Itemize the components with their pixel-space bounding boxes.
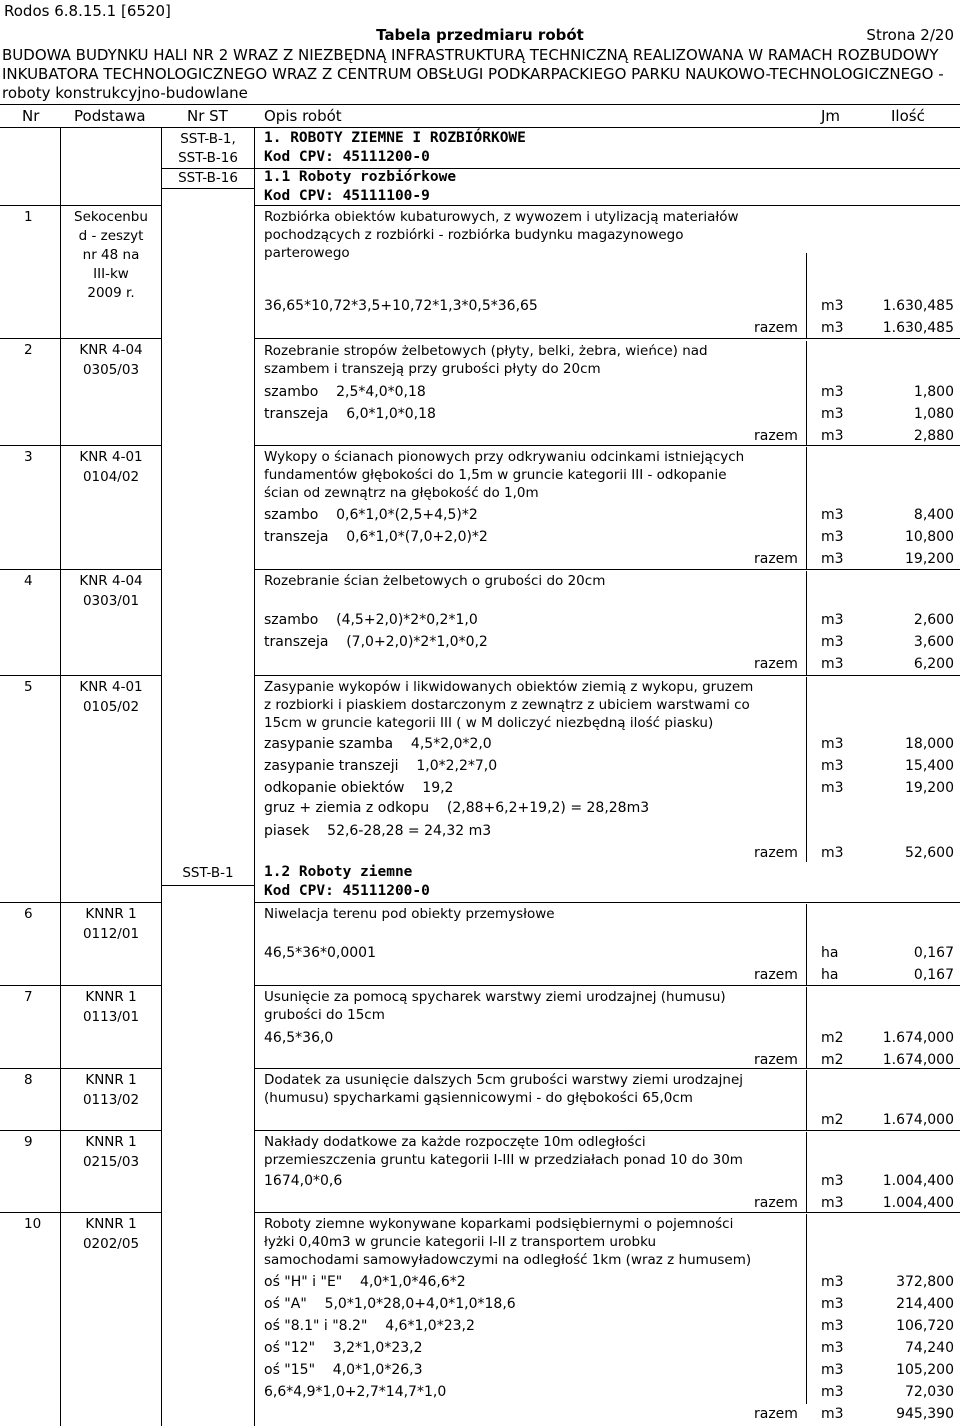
item-podstawa: 0104/02 (82, 469, 140, 485)
col-sep-podstawa (161, 128, 162, 1426)
item-description: łyżki 0,40m3 w gruncie kategorii I-II z transportem urobku (264, 1234, 657, 1250)
col-nr-st: Nr ST (187, 107, 228, 125)
measure-label: szambo (4,5+2,0)*2*0,2*1,0 (264, 612, 478, 628)
measure-value: 10,800 (905, 529, 954, 545)
item-podstawa: 0113/02 (82, 1092, 140, 1108)
item-description: pochodzących z rozbiórki - rozbiórka budynku magazynowego (264, 227, 684, 243)
item-podstawa: d - zeszyt (78, 228, 144, 244)
item-nr: 8 (24, 1072, 33, 1088)
item-description: przemieszczenia gruntu kategorii I-III w przedziałach ponad 10 do 30m (264, 1152, 743, 1168)
item-rule (0, 338, 161, 339)
measure-label: piasek 52,6-28,28 = 24,32 m3 (264, 823, 492, 839)
item-podstawa: 0202/05 (82, 1236, 140, 1252)
col-opis: Opis robót (264, 107, 342, 125)
sub2-title: 1.2 Roboty ziemne (264, 864, 413, 880)
item-podstawa: 0112/01 (82, 926, 140, 942)
item-rule-desc (254, 338, 960, 339)
measure-jm: m2 (821, 1030, 844, 1046)
measure-label: zasypanie szamba 4,5*2,0*2,0 (264, 736, 492, 752)
razem-value: 1.004,400 (882, 1195, 954, 1211)
item-nr: 2 (24, 342, 33, 358)
measure-label: 1674,0*0,6 (264, 1173, 343, 1189)
measure-label: transzeja 6,0*1,0*0,18 (264, 406, 436, 422)
sub1-title: 1.1 Roboty rozbiórkowe (264, 169, 457, 185)
unit-col-sep (806, 677, 807, 862)
razem-value: 6,200 (913, 656, 954, 672)
item-description: Nakłady dodatkowe za każde rozpoczęte 10m odległości (264, 1134, 646, 1150)
item-podstawa: KNR 4-04 (79, 342, 143, 358)
measure-jm: m3 (821, 736, 844, 752)
razem-value: 0,167 (913, 967, 954, 983)
section-cpv: Kod CPV: 45111200-0 (264, 149, 430, 165)
item-nr: 5 (24, 679, 33, 695)
item-rule-desc (254, 1068, 960, 1069)
item-rule-desc (254, 675, 960, 676)
item-podstawa: nr 48 na (82, 247, 140, 263)
measure-value: 15,400 (905, 758, 954, 774)
item-podstawa: 0113/01 (82, 1009, 140, 1025)
sub2-cpv: Kod CPV: 45111200-0 (264, 883, 430, 899)
measure-value: 1.674,000 (882, 1112, 954, 1128)
measure-value: 1.674,000 (882, 1030, 954, 1046)
razem-value: 19,200 (905, 551, 954, 567)
measure-jm: m3 (821, 1274, 844, 1290)
measure-jm: m3 (821, 1296, 844, 1312)
sub1-st: SST-B-16 (178, 170, 238, 186)
razem-jm: m3 (821, 845, 844, 861)
measure-jm: m3 (821, 1362, 844, 1378)
item-podstawa: KNNR 1 (85, 1134, 137, 1150)
item-podstawa: 0303/01 (82, 593, 140, 609)
item-rule (0, 1130, 161, 1131)
item-description: grubości do 15cm (264, 1007, 385, 1023)
item-podstawa: KNNR 1 (85, 1072, 137, 1088)
item-description: samochodami samowyładowczymi na odległość 1km (wraz z humusem) (264, 1252, 752, 1268)
razem-label: razem (754, 967, 798, 983)
razem-jm: m3 (821, 656, 844, 672)
measure-jm: m3 (821, 1173, 844, 1189)
measure-label: transzeja (7,0+2,0)*2*1,0*0,2 (264, 634, 488, 650)
sub1-cpv: Kod CPV: 45111100-9 (264, 188, 430, 204)
measure-jm: m3 (821, 758, 844, 774)
col-jm: Jm (821, 107, 841, 125)
measure-value: 106,720 (896, 1318, 954, 1334)
item-nr: 1 (24, 209, 33, 225)
col-nr: Nr (22, 107, 40, 125)
item-podstawa: 0305/03 (82, 362, 140, 378)
measure-label: gruz + ziemia z odkopu (2,88+6,2+19,2) = 28,28m3 (264, 800, 650, 816)
measure-value: 1,800 (913, 384, 954, 400)
razem-jm: m3 (821, 1406, 844, 1422)
item-rule (0, 675, 161, 676)
header-bottom-rule (0, 127, 960, 128)
measure-jm: m3 (821, 298, 844, 314)
sub2-st-rule (161, 885, 254, 886)
measure-label: transzeja 0,6*1,0*(7,0+2,0)*2 (264, 529, 488, 545)
item-rule (0, 902, 161, 903)
section-title: 1. ROBOTY ZIEMNE I ROZBIÓRKOWE (264, 130, 526, 146)
measure-label: 36,65*10,72*3,5+10,72*1,3*0,5*36,65 (264, 298, 538, 314)
item-rule-desc (254, 569, 960, 570)
item-podstawa: Sekocenbu (74, 209, 148, 225)
item-description: (humusu) spycharkami gąsiennicowymi - do głębokości 65,0cm (264, 1090, 693, 1106)
item-description: Niwelacja terenu pod obiekty przemysłowe (264, 906, 555, 922)
razem-jm: m3 (821, 551, 844, 567)
measure-value: 2,600 (913, 612, 954, 628)
measure-value: 1.004,400 (882, 1173, 954, 1189)
item-description: parterowego (264, 245, 350, 261)
item-description: Zasypanie wykopów i likwidowanych obiektów ziemią z wykopu, gruzem (264, 679, 754, 695)
razem-label: razem (754, 1406, 798, 1422)
measure-value: 105,200 (896, 1362, 954, 1378)
item-description: Rozbiórka obiektów kubaturowych, z wywozem i utylizacją materiałów (264, 209, 739, 225)
item-description: fundamentów głębokości do 1,5m w gruncie kategorii III - odkopanie (264, 467, 727, 483)
col-sep-st (254, 128, 255, 1426)
sub2-st: SST-B-1 (182, 865, 234, 881)
unit-col-sep (806, 341, 807, 445)
col-ilosc: Ilość (891, 107, 925, 125)
item-rule-desc (254, 205, 960, 206)
measure-jm: m3 (821, 1384, 844, 1400)
unit-col-sep (806, 1070, 807, 1130)
project-line-2: INKUBATORA TECHNOLOGICZNEGO WRAZ Z CENTRUM OBSŁUGI PODKARPACKIEGO PARKU NAUKOWO-TECHNOLOGICZNEGO - (2, 65, 944, 83)
item-description: szambem i transzeją przy grubości płyty do 20cm (264, 361, 601, 377)
item-description: Wykopy o ścianach pionowych przy odkrywaniu odcinkami istniejących (264, 449, 745, 465)
col-sep-nr (60, 128, 61, 1426)
razem-label: razem (754, 656, 798, 672)
measure-label: zasypanie transzeji 1,0*2,2*7,0 (264, 758, 498, 774)
item-podstawa: KNR 4-01 (79, 449, 143, 465)
measure-label: oś "8.1" i "8.2" 4,6*1,0*23,2 (264, 1318, 475, 1334)
item-podstawa: KNNR 1 (85, 906, 137, 922)
razem-value: 2,880 (913, 428, 954, 444)
measure-label: oś "H" i "E" 4,0*1,0*46,6*2 (264, 1274, 466, 1290)
measure-jm: m2 (821, 1112, 844, 1128)
project-line-3: roboty konstrukcyjno-budowlane (2, 84, 248, 102)
item-rule-desc (254, 902, 960, 903)
measure-value: 0,167 (913, 945, 954, 961)
item-rule (0, 569, 161, 570)
item-description: Rozebranie ścian żelbetowych o grubości do 20cm (264, 573, 606, 589)
item-rule-desc (254, 445, 960, 446)
item-podstawa: KNNR 1 (85, 989, 137, 1005)
razem-jm: ha (821, 967, 839, 983)
item-description: z rozbiorki i piaskiem dostarczonym z zewnątrz z ubiciem warstwami co (264, 697, 750, 713)
razem-value: 1.674,000 (882, 1052, 954, 1068)
item-podstawa: 0215/03 (82, 1154, 140, 1170)
measure-value: 3,600 (913, 634, 954, 650)
measure-jm: m3 (821, 384, 844, 400)
measure-value: 72,030 (905, 1384, 954, 1400)
section-st-2: SST-B-16 (178, 150, 238, 166)
item-podstawa: KNNR 1 (85, 1216, 137, 1232)
item-rule (0, 985, 161, 986)
razem-value: 1.630,485 (882, 320, 954, 336)
measure-value: 372,800 (896, 1274, 954, 1290)
item-description: Usunięcie za pomocą spycharek warstwy ziemi urodzajnej (humusu) (264, 989, 726, 1005)
razem-jm: m3 (821, 320, 844, 336)
unit-col-sep (806, 571, 807, 675)
sub1-st-rule (161, 188, 254, 189)
measure-label: oś "A" 5,0*1,0*28,0+4,0*1,0*18,6 (264, 1296, 516, 1312)
measure-value: 18,000 (905, 736, 954, 752)
measure-jm: m3 (821, 780, 844, 796)
razem-jm: m3 (821, 428, 844, 444)
razem-label: razem (754, 428, 798, 444)
unit-col-sep (806, 987, 807, 1068)
measure-label: odkopanie obiektów 19,2 (264, 780, 454, 796)
col-podstawa: Podstawa (74, 107, 146, 125)
item-nr: 4 (24, 573, 33, 589)
measure-jm: m3 (821, 507, 844, 523)
razem-jm: m3 (821, 1195, 844, 1211)
item-description: Dodatek za usunięcie dalszych 5cm grubości warstwy ziemi urodzajnej (264, 1072, 744, 1088)
measure-label: oś "15" 4,0*1,0*26,3 (264, 1362, 423, 1378)
item-description: ścian od zewnątrz na głębokość do 1,0m (264, 485, 539, 501)
item-nr: 3 (24, 449, 33, 465)
item-podstawa: KNR 4-04 (79, 573, 143, 589)
razem-label: razem (754, 1195, 798, 1211)
measure-value: 8,400 (913, 507, 954, 523)
measure-value: 1,080 (913, 406, 954, 422)
measure-jm: m3 (821, 1318, 844, 1334)
razem-value: 52,600 (905, 845, 954, 861)
measure-jm: m3 (821, 529, 844, 545)
item-podstawa: III-kw (93, 266, 129, 282)
measure-jm: m3 (821, 406, 844, 422)
item-description: 15cm w gruncie kategorii III ( w M doliczyć niezbędną ilość piasku) (264, 715, 714, 731)
item-rule-desc (254, 985, 960, 986)
razem-label: razem (754, 551, 798, 567)
page-number: Strona 2/20 (866, 26, 954, 44)
unit-col-sep (806, 1214, 807, 1404)
razem-jm: m2 (821, 1052, 844, 1068)
measure-label: 6,6*4,9*1,0+2,7*14,7*1,0 (264, 1384, 447, 1400)
measure-value: 74,240 (905, 1340, 954, 1356)
unit-col-sep (806, 904, 807, 985)
item-rule (0, 1212, 161, 1213)
project-line-1: BUDOWA BUDYNKU HALI NR 2 WRAZ Z NIEZBĘDNĄ INFRASTRUKTURĄ TECHNICZNĄ REALIZOWANA W RAMACH ROZBUDOWY (2, 46, 939, 64)
item-description: Rozebranie stropów żelbetowych (płyty, belki, żebra, wieńce) nad (264, 343, 708, 359)
item-rule-desc (254, 1212, 960, 1213)
measure-value: 1.630,485 (882, 298, 954, 314)
item-podstawa: 0105/02 (82, 699, 140, 715)
unit-col-sep (806, 1132, 807, 1212)
page-title: Tabela przedmiaru robót (376, 26, 584, 44)
measure-label: 46,5*36,0 (264, 1030, 334, 1046)
measure-value: 19,200 (905, 780, 954, 796)
header-top-rule (0, 104, 960, 105)
item-rule (0, 1068, 161, 1069)
measure-label: oś "12" 3,2*1,0*23,2 (264, 1340, 423, 1356)
item-podstawa: KNR 4-01 (79, 679, 143, 695)
razem-label: razem (754, 845, 798, 861)
item-nr: 6 (24, 906, 33, 922)
item-nr: 9 (24, 1134, 33, 1150)
razem-label: razem (754, 1052, 798, 1068)
measure-label: szambo 2,5*4,0*0,18 (264, 384, 426, 400)
razem-value: 945,390 (896, 1406, 954, 1422)
item-podstawa: 2009 r. (87, 285, 135, 301)
measure-value: 214,400 (896, 1296, 954, 1312)
program-version: Rodos 6.8.15.1 [6520] (4, 2, 171, 20)
item-rule-desc (254, 1130, 960, 1131)
unit-col-sep (806, 253, 807, 338)
measure-jm: m3 (821, 1340, 844, 1356)
measure-jm: m3 (821, 612, 844, 628)
item-nr: 7 (24, 989, 33, 1005)
item-nr: 10 (24, 1216, 42, 1232)
item-rule (0, 445, 161, 446)
item-description: Roboty ziemne wykonywane koparkami podsiębiernymi o pojemności (264, 1216, 734, 1232)
razem-label: razem (754, 320, 798, 336)
measure-label: 46,5*36*0,0001 (264, 945, 376, 961)
item-rule (0, 205, 161, 206)
measure-jm: m3 (821, 634, 844, 650)
measure-label: szambo 0,6*1,0*(2,5+4,5)*2 (264, 507, 478, 523)
measure-jm: ha (821, 945, 839, 961)
unit-col-sep (806, 447, 807, 569)
section-st-1: SST-B-1, (180, 131, 236, 147)
